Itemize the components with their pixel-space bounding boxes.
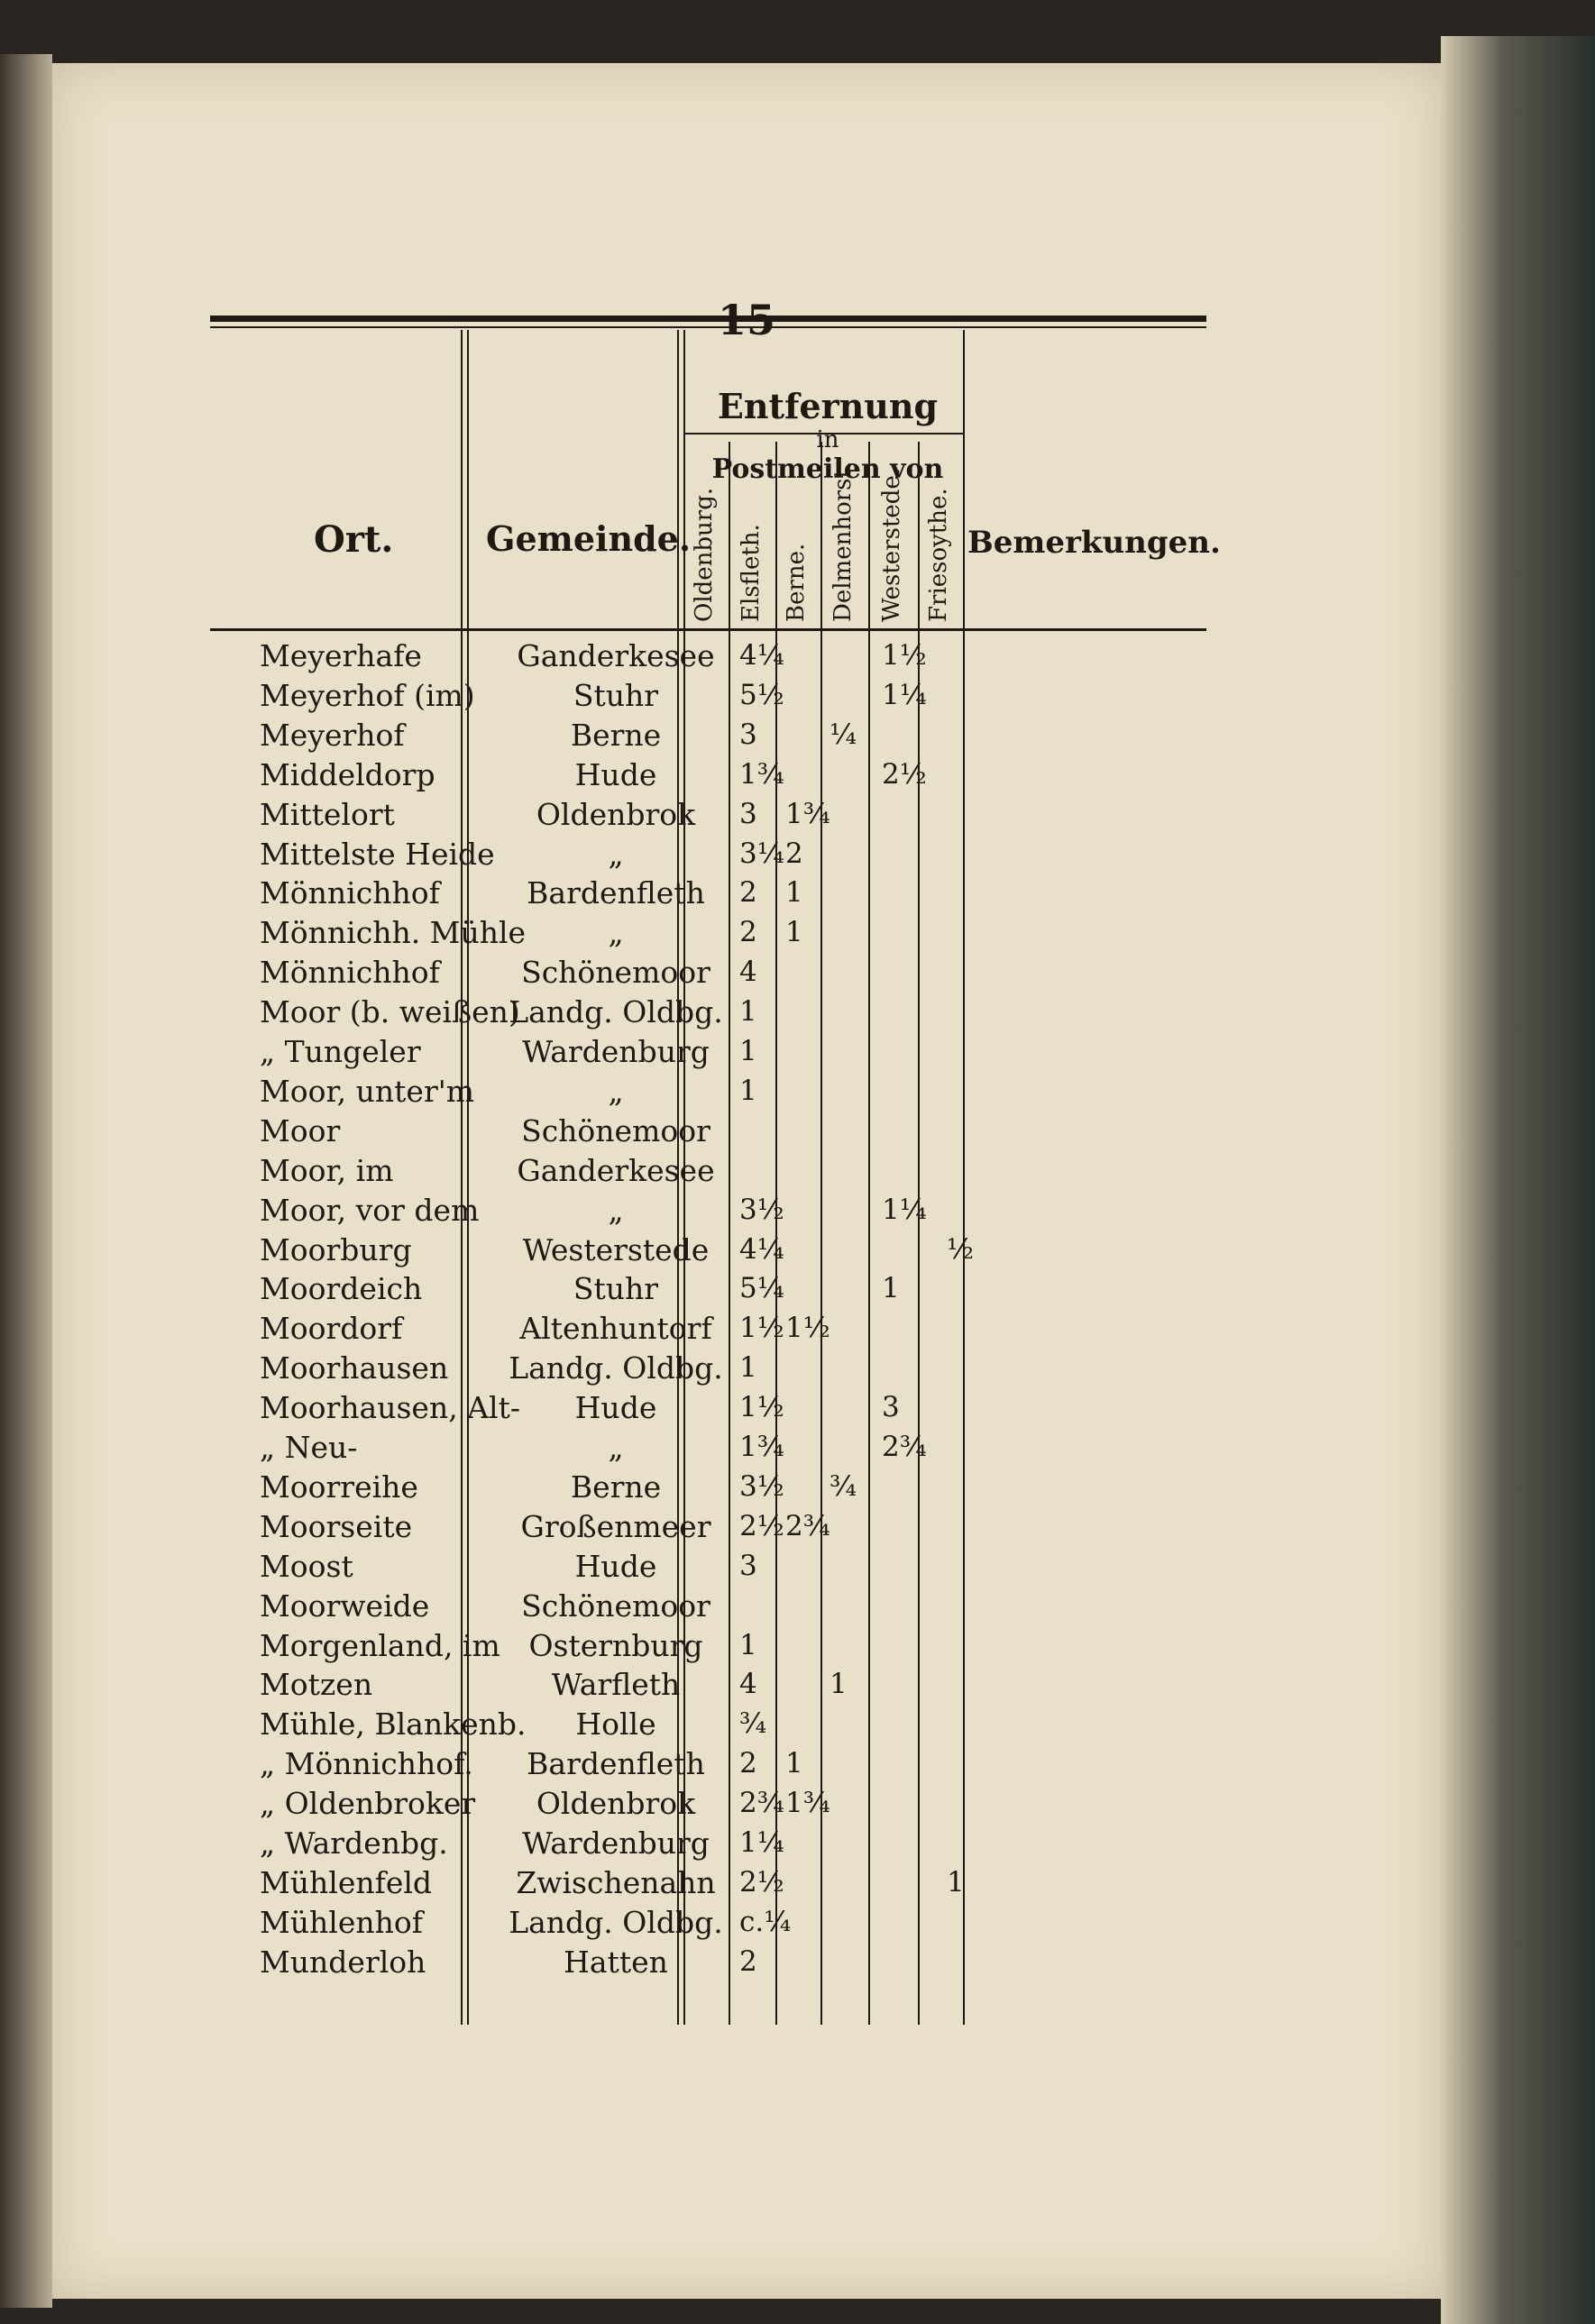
cell-ort: Moorreihe — [260, 1469, 418, 1505]
header-gemeinde: Gemeinde. — [486, 518, 692, 559]
cell-distance: 1¾ — [739, 757, 784, 791]
cell-ort: „ Neu- — [260, 1430, 358, 1465]
cell-gemeinde: Schönemoor — [521, 1112, 710, 1148]
cell-gemeinde: Großenmeer — [520, 1508, 711, 1544]
col-divider-d0 — [729, 442, 730, 2025]
cell-gemeinde: Oldenbrok — [536, 796, 696, 832]
cell-distance: 1 — [947, 1865, 965, 1899]
cell-distance: 1 — [785, 1747, 803, 1780]
cell-ort: Mönnichhof — [260, 955, 440, 991]
cell-gemeinde: Berne — [570, 1469, 662, 1505]
cell-distance: 3¼ — [739, 837, 784, 870]
cell-distance: 4 — [739, 1668, 757, 1701]
cell-distance: 2¾ — [882, 1431, 927, 1463]
cell-distance: 4¼ — [739, 639, 784, 672]
cell-distance: 1½ — [882, 639, 927, 672]
cell-gemeinde: Zwischenahn — [516, 1864, 716, 1900]
distance-table — [52, 63, 1441, 2299]
cell-distance: 1¼ — [882, 1193, 927, 1226]
cell-distance: 1 — [739, 1035, 757, 1067]
cell-distance: 2¾ — [785, 1509, 830, 1542]
cell-gemeinde: Ganderkesee — [517, 638, 715, 673]
cell-ort: Morgenland, im — [260, 1627, 500, 1663]
cell-distance: 4¼ — [739, 1232, 784, 1266]
col-divider-d3 — [868, 442, 870, 2025]
cell-ort: Mönnichhof — [260, 875, 440, 911]
cell-ort: Moor — [260, 1112, 341, 1148]
cell-gemeinde: Hude — [574, 1548, 657, 1584]
cell-distance: 1¼ — [739, 1826, 784, 1859]
header-postmeilen: Postmeilen von — [711, 453, 944, 485]
cell-distance: c.¼ — [739, 1905, 792, 1938]
cell-distance: 1 — [739, 1351, 757, 1385]
cell-ort: Mittelste Heide — [260, 836, 495, 872]
cell-gemeinde: Altenhuntorf — [519, 1311, 712, 1347]
cell-distance: 2 — [739, 1944, 757, 1978]
col-divider-bemerkungen — [963, 330, 965, 2025]
cell-ort: „ Tungeler — [260, 1034, 421, 1069]
cell-gemeinde: „ — [608, 1192, 624, 1228]
cell-gemeinde: „ — [608, 1073, 624, 1109]
cell-gemeinde: Westerstede — [522, 1231, 710, 1267]
cell-ort: Meyerhafe — [260, 638, 422, 673]
cell-distance: 1¾ — [785, 797, 830, 830]
header-bemerkungen: Bemerkungen. — [967, 525, 1221, 561]
header-elsfleth: Elsfleth. — [738, 524, 765, 622]
cell-distance: 5¼ — [739, 1272, 784, 1305]
cell-ort: Moorburg — [260, 1231, 412, 1267]
cell-distance: 5½ — [739, 678, 784, 711]
cell-distance: 3 — [739, 797, 757, 830]
cell-gemeinde: „ — [608, 1430, 624, 1465]
cell-ort: Moor (b. weißen) — [260, 994, 520, 1030]
cell-distance: 4 — [739, 956, 757, 989]
cell-ort: Moorhausen, Alt- — [260, 1390, 520, 1426]
cell-distance: 2¾ — [739, 1787, 784, 1820]
cell-gemeinde: Landg. Oldbg. — [509, 1904, 723, 1940]
header-delmenhorst: Delmenhorst. — [830, 461, 857, 622]
cell-distance: 2 — [785, 837, 803, 870]
cell-ort: Middeldorp — [260, 756, 435, 792]
top-rule-thin — [210, 326, 1206, 328]
cell-gemeinde: Landg. Oldbg. — [509, 1350, 723, 1386]
cell-ort: Mühlenhof — [260, 1904, 423, 1940]
cell-ort: Moorweide — [260, 1587, 430, 1624]
cell-gemeinde: Wardenburg — [522, 1825, 710, 1861]
cell-distance: 1½ — [739, 1391, 784, 1424]
cell-ort: Motzen — [260, 1667, 373, 1703]
cell-distance: 1 — [739, 995, 757, 1029]
cell-gemeinde: Ganderkesee — [517, 1152, 715, 1188]
cell-gemeinde: Stuhr — [573, 677, 659, 713]
header-entfernung: Entfernung — [717, 386, 939, 426]
header-in: in — [816, 426, 839, 453]
cell-ort: Moorseite — [260, 1508, 413, 1544]
cell-ort: Mittelort — [260, 796, 395, 832]
cell-distance: 1 — [785, 916, 803, 949]
cell-gemeinde: Osternburg — [528, 1627, 703, 1663]
cell-ort: „ Mönnichhof. — [260, 1746, 473, 1782]
header-rule — [210, 628, 1206, 631]
cell-distance: 1 — [739, 1074, 757, 1107]
cell-distance: 3½ — [739, 1193, 784, 1226]
cell-gemeinde: Hatten — [564, 1944, 668, 1980]
cell-ort: Moor, im — [260, 1152, 394, 1188]
cell-distance: 1¼ — [882, 678, 927, 711]
cell-distance: ¼ — [830, 718, 857, 751]
cell-ort: Moost — [260, 1548, 353, 1584]
cell-distance: 2½ — [882, 757, 927, 791]
cell-ort: „ Oldenbroker — [260, 1786, 476, 1822]
header-berne: Berne. — [783, 543, 810, 622]
cell-gemeinde: Berne — [570, 717, 662, 753]
cell-distance: 2½ — [739, 1509, 784, 1542]
cell-distance: 1 — [739, 1628, 757, 1661]
header-friesoythe: Friesoythe. — [925, 488, 952, 622]
book-page — [52, 63, 1441, 2299]
cell-ort: Mühlenfeld — [260, 1864, 433, 1900]
cell-gemeinde: Schönemoor — [521, 955, 710, 991]
cell-gemeinde: „ — [608, 915, 624, 951]
cell-distance: 3 — [739, 1549, 757, 1582]
cell-distance: 1¾ — [739, 1431, 784, 1463]
book-edge — [1441, 36, 1595, 2324]
cell-gemeinde: Landg. Oldbg. — [509, 994, 723, 1030]
cell-ort: Moor, unter'm — [260, 1073, 475, 1109]
cell-distance: ½ — [947, 1232, 975, 1266]
cell-gemeinde: Hude — [574, 756, 657, 792]
cell-distance: 1 — [882, 1272, 900, 1305]
cell-distance: 2 — [739, 1747, 757, 1780]
cell-distance: 1 — [830, 1668, 848, 1701]
header-ort: Ort. — [314, 518, 394, 561]
cell-gemeinde: Schönemoor — [521, 1587, 710, 1624]
cell-ort: Meyerhof (im) — [260, 677, 475, 713]
cell-gemeinde: Holle — [575, 1706, 656, 1743]
cell-ort: „ Wardenbg. — [260, 1825, 448, 1861]
cell-distance: ¾ — [739, 1707, 767, 1741]
cell-distance: 1¾ — [785, 1787, 830, 1820]
cell-distance: 2 — [739, 876, 757, 910]
cell-gemeinde: Hude — [574, 1390, 657, 1426]
cell-distance: 3 — [739, 718, 757, 751]
top-rule — [210, 316, 1206, 322]
cell-ort: Meyerhof — [260, 717, 405, 753]
header-westerstede: Westerstede. — [878, 467, 905, 622]
cell-ort: Moor, vor dem — [260, 1192, 480, 1228]
header-oldenburg: Oldenburg. — [691, 487, 718, 622]
cell-gemeinde: Stuhr — [573, 1271, 659, 1307]
cell-ort: Munderloh — [260, 1944, 426, 1980]
cell-ort: Mühle, Blankenb. — [260, 1706, 527, 1743]
cell-distance: ¾ — [830, 1469, 857, 1503]
cell-ort: Mönnichh. Mühle — [260, 915, 527, 951]
cell-ort: Moordorf — [260, 1311, 403, 1347]
cell-distance: 2½ — [739, 1865, 784, 1899]
cell-gemeinde: „ — [608, 836, 624, 872]
cell-gemeinde: Bardenfleth — [527, 1746, 705, 1782]
cell-ort: Moorhausen — [260, 1350, 449, 1386]
cell-gemeinde: Warfleth — [551, 1667, 681, 1703]
cell-distance: 1½ — [785, 1312, 830, 1345]
cell-distance: 3 — [882, 1391, 900, 1424]
cell-distance: 1 — [785, 876, 803, 910]
cell-ort: Moordeich — [260, 1271, 423, 1307]
cell-gemeinde: Bardenfleth — [527, 875, 705, 911]
cell-distance: 1½ — [739, 1312, 784, 1345]
cell-gemeinde: Oldenbrok — [536, 1786, 696, 1822]
cell-distance: 3½ — [739, 1469, 784, 1503]
cell-gemeinde: Wardenburg — [522, 1034, 710, 1069]
cell-distance: 2 — [739, 916, 757, 949]
book-gutter — [0, 54, 52, 2308]
